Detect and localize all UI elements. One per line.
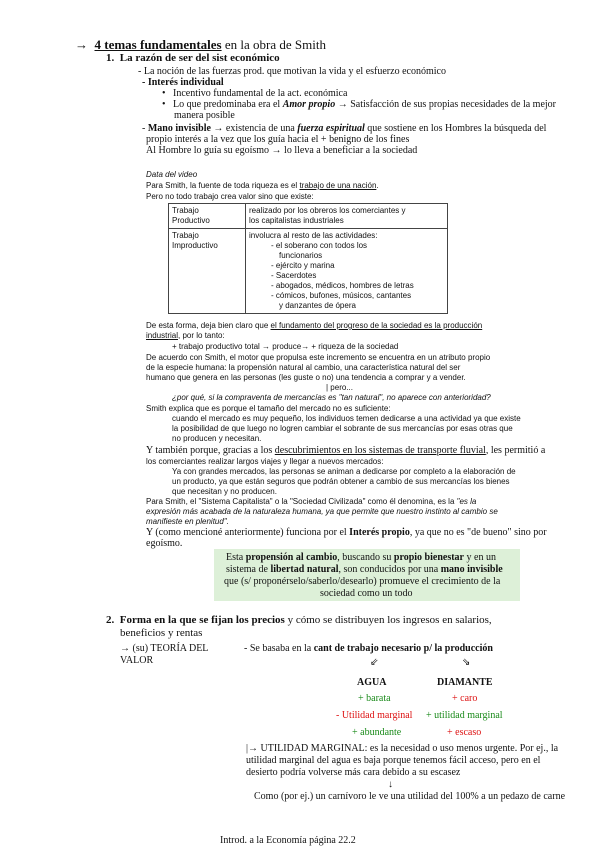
s1-mano-line: - Mano invisible → existencia de una fuerza espiritual que sostiene en los Hombres la búsqueda del xyxy=(142,123,547,134)
arrow-down-left-icon: ⇙ xyxy=(370,657,379,668)
t2b: Improductivo xyxy=(172,241,218,250)
table-row xyxy=(169,229,447,313)
um-line-3: desierto podría volverse más cara debido a su escasez xyxy=(246,767,461,778)
main-heading xyxy=(75,37,326,52)
t2c6: - abogados, médicos, hombres de letras xyxy=(271,281,414,290)
gb-l1c: , buscando su xyxy=(337,552,394,563)
agua-utilidad: - Utilidad marginal xyxy=(336,710,413,721)
section-2-title xyxy=(106,614,492,627)
t1c2: los capitalistas industriales xyxy=(249,216,344,225)
teoria-line-1: → (su) TEORÍA DEL xyxy=(120,643,209,654)
t1b: Productivo xyxy=(172,216,210,225)
diamante-utilidad: + utilidad marginal xyxy=(426,710,503,721)
arrow-icon: → xyxy=(75,37,88,52)
s1-bullet-2-cont: manera posible xyxy=(174,110,235,121)
video-p14c: , les permitió a xyxy=(485,445,546,456)
t2c8: y danzantes de ópera xyxy=(279,301,356,310)
gb-propension: propensión al cambio xyxy=(245,552,338,563)
section-2-number: 2. xyxy=(106,614,115,626)
heading-bold: 4 temas fundamentales xyxy=(94,37,222,52)
video-p11: cuando el mercado es muy pequeño, los individuos temen dedicarse a una actividad ya que existe xyxy=(172,414,521,423)
video-p16: Ya con grandes mercados, las personas se animan a dedicarse por completo a la elaboración de xyxy=(172,467,516,476)
video-p6: de la especie humana: la propensión natural al cambio, una característica natural del ser xyxy=(146,363,461,372)
video-p19 xyxy=(146,497,476,507)
t1a: Trabajo xyxy=(172,206,199,215)
video-p20: expresión más acabada de la naturaleza humana, ya que permite que nuestro instinto al cambio se xyxy=(146,507,498,516)
video-p1a: Para Smith, la fuente de toda riqueza es el xyxy=(146,181,300,190)
t2c2: - el soberano con todos los xyxy=(271,241,368,250)
video-p23: egoísmo. xyxy=(146,538,183,549)
um-line-4: Como (por ej.) un carnívoro le ve una utilidad del 100% a un pedazo de carne xyxy=(254,791,566,802)
teoria-line-2: VALOR xyxy=(120,655,154,666)
video-p17: un producto, ya que están seguros que podrán obtener a cambio de sus mercancías los bienes xyxy=(172,477,510,486)
s1-bullet-1: • Incentivo fundamental de la act. económica xyxy=(162,88,348,99)
s1-amor-propio: Amor propio xyxy=(282,99,336,110)
gb-l2a: sistema de xyxy=(226,564,271,575)
agua-abundante: + abundante xyxy=(352,727,402,738)
video-industrial: industrial xyxy=(146,331,179,340)
gb-libertad: libertad natural xyxy=(270,564,339,575)
summary-line-4: sociedad como un todo xyxy=(320,588,413,599)
section-1-text: La razón de ser del sist económico xyxy=(119,52,280,64)
t2c4: - ejército y marina xyxy=(271,261,335,270)
basaba-b: cant de trabajo necesario p/ la producción xyxy=(313,643,493,654)
video-transporte: descubrimientos en los sistemas de transporte fluvial xyxy=(274,445,486,456)
table-cell-type xyxy=(169,229,246,313)
video-p8: | pero... xyxy=(326,383,353,392)
gb-l1a: Esta xyxy=(226,552,246,563)
video-p9: ¿por qué, si la compraventa de mercancías es "tan natural", no aparece con anterioridad? xyxy=(172,393,491,402)
section-2-rest: y cómo se distribuyen los ingresos en salarios, xyxy=(284,614,492,626)
video-p18: que necesitan y no producen. xyxy=(172,487,277,496)
video-p1c: . xyxy=(376,181,379,190)
video-label: Data del video xyxy=(146,170,198,179)
video-fundamento: el fundamento del progreso de la sociedad es la producción xyxy=(270,321,483,330)
video-p2: Pero no todo trabajo crea valor sino que existe: xyxy=(146,192,314,201)
s1-mano-invisible: Mano invisible xyxy=(147,123,211,134)
work-types-table xyxy=(168,203,448,314)
video-p7: humano que genera en las personas (les guste o no) una tendencia a comprar y a vender. xyxy=(146,373,466,382)
s1-l3d: que sostiene en los Hombres la búsqueda del xyxy=(364,123,547,134)
basaba-line xyxy=(244,643,493,655)
s1-b2a: Lo que predominaba era el xyxy=(173,99,283,110)
video-p22a: Y (como mencioné anteriormente) funciona por el xyxy=(146,527,350,538)
s1-line-5: Al Hombre lo guía su egoísmo → lo lleva a beneficiar a la sociedad xyxy=(146,145,418,156)
video-p4: + trabajo productivo total → produce→ + riqueza de la sociedad xyxy=(172,342,399,351)
video-p14 xyxy=(146,445,545,457)
gb-l1e: y en un xyxy=(464,552,496,563)
t2c1: involucra al resto de las actividades: xyxy=(249,231,378,240)
table-cell-type xyxy=(169,204,246,228)
um-line-2: utilidad marginal del agua es baja porque tenemos fácil acceso, pero en el xyxy=(246,755,541,766)
s1-l3b: → existencia de una xyxy=(210,123,298,134)
table-row xyxy=(169,204,447,229)
s1-fuerza: fuerza espiritual xyxy=(297,123,365,134)
video-p13: no producen y necesitan. xyxy=(172,434,262,443)
t2c5: - Sacerdotes xyxy=(271,271,317,280)
arrow-down-right-icon: ⇘ xyxy=(462,657,471,668)
summary-line-3: que (s/ proponérselo/saberlo/desearlo) promueve el crecimiento de la xyxy=(224,576,501,587)
page-footer: Introd. a la Economía página 22.2 xyxy=(220,835,356,846)
gb-l2c: , son conducidos por una xyxy=(338,564,441,575)
basaba-a: - Se basaba en la xyxy=(244,643,314,654)
table-cell-desc xyxy=(246,204,447,228)
s1-line-4: propio interés a la vez que los guía hacia el + benigno de los fines xyxy=(146,134,410,145)
summary-line-1 xyxy=(226,552,496,564)
agua-label: AGUA xyxy=(357,677,387,688)
video-p22c: , ya que no es "de bueno" sino por xyxy=(409,527,547,538)
video-p15: los comerciantes realizar largos viajes y llegar a nuevos mercados: xyxy=(146,457,384,466)
video-trabajo-nacion: trabajo de una nación xyxy=(299,181,377,190)
section-2-bold: Forma en la que se fijan los precios xyxy=(119,614,285,626)
s1-interes-label: - Interés individual xyxy=(142,77,224,88)
gb-bienestar: propio bienestar xyxy=(393,552,464,563)
s1-line-1: - La noción de las fuerzas prod. que motivan la vida y el esfuerzo económico xyxy=(138,66,446,77)
diamante-escaso: + escaso xyxy=(447,727,482,738)
diamante-label: DIAMANTE xyxy=(437,677,493,688)
summary-line-2 xyxy=(226,564,503,576)
s1-interes-text: Interés individual xyxy=(147,77,224,88)
video-p22 xyxy=(146,527,547,539)
t2c3: funcionarios xyxy=(279,251,323,260)
section-1-number: 1. xyxy=(106,52,115,64)
diamante-caro: + caro xyxy=(452,693,478,704)
video-p3 xyxy=(146,321,482,331)
heading-rest: en la obra de Smith xyxy=(221,37,326,52)
video-p3a: De esta forma, deja bien claro que xyxy=(146,321,271,330)
section-2-line-2: beneficios y rentas xyxy=(120,627,203,639)
video-p3-cont xyxy=(146,331,225,341)
s1-b2c: → Satisfacción de sus propias necesidades de la mejor xyxy=(335,99,556,110)
video-p10: Smith explica que es porque el tamaño del mercado no es suficiente: xyxy=(146,404,391,413)
down-arrow-icon: ↓ xyxy=(388,779,393,790)
video-p1 xyxy=(146,181,379,191)
video-p19b: "es la xyxy=(456,497,477,506)
section-1-title xyxy=(106,52,280,65)
video-p14a: Y también porque, gracias a los xyxy=(146,445,275,456)
video-p12: la posibilidad de que luego no logren cambiar el sobrante de sus mercancías por esas otras que xyxy=(172,424,513,433)
video-p21: manifieste en plenitud". xyxy=(146,517,229,526)
s1-bullet-2: • Lo que predominaba era el Amor propio → Satisfacción de sus propias necesidades de la mejor xyxy=(162,99,556,110)
video-p19a: Para Smith, el "Sistema Capitalista" o la "Sociedad Civilizada" como él denomina, es la xyxy=(146,497,457,506)
t2c7: - cómicos, bufones, músicos, cantantes xyxy=(271,291,412,300)
video-p3d: , por lo tanto: xyxy=(178,331,225,340)
t1c1: realizado por los obreros los comerciantes y xyxy=(249,206,406,215)
table-cell-desc xyxy=(246,229,447,313)
agua-barata: + barata xyxy=(358,693,391,704)
video-interes-propio: Interés propio xyxy=(349,527,410,538)
video-p5: De acuerdo con Smith, el motor que propulsa este incremento se encuentra en un atributo propio xyxy=(146,353,491,362)
s1-bullet-1-text: Incentivo fundamental de la act. económica xyxy=(173,88,348,99)
um-line-1: |→ UTILIDAD MARGINAL: es la necesidad o uso menos urgente. Por ej., la xyxy=(246,743,559,754)
gb-mano: mano invisible xyxy=(440,564,503,575)
t2a: Trabajo xyxy=(172,231,199,240)
